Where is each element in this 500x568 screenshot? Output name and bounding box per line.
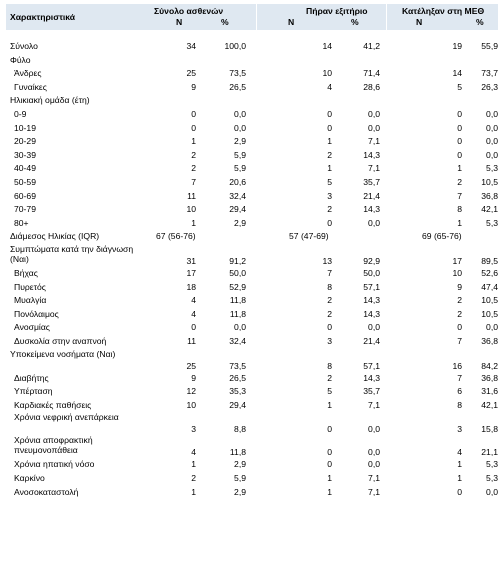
table-row: [6, 67, 498, 81]
percent-cell: 21,4: [363, 190, 380, 201]
table-row: [6, 321, 498, 335]
count-cell: 7: [457, 190, 462, 201]
row-label: 30-39: [14, 149, 36, 160]
count-cell: 0: [457, 109, 462, 119]
percent-cell: 5,9: [234, 163, 246, 174]
row-label: Πυρετός: [14, 281, 46, 292]
table-row: [6, 244, 498, 267]
count-cell: 2: [457, 177, 462, 187]
row-label: Άνδρες: [14, 68, 42, 79]
count-cell: 19: [452, 41, 462, 51]
percent-cell: 47,4: [481, 281, 498, 292]
row-label: 20-29: [14, 136, 36, 147]
percent-cell: 2,9: [234, 136, 246, 147]
table-row: [6, 149, 498, 163]
count-cell: 8: [327, 281, 332, 292]
percent-cell: 0,0: [368, 122, 380, 133]
table-body: [6, 30, 498, 499]
header-n-discharged: N: [288, 17, 295, 27]
percent-cell: 73,7: [481, 68, 498, 79]
count-cell: 1: [457, 217, 462, 228]
count-cell: 2: [191, 149, 196, 160]
count-cell: 10: [322, 68, 332, 79]
percent-cell: 0,0: [368, 217, 380, 228]
percent-cell: 15,8: [481, 424, 498, 435]
row-label: 50-59: [14, 177, 36, 187]
header-pct-total: %: [221, 17, 229, 27]
row-label: 0-9: [14, 109, 27, 119]
table-row: [6, 267, 498, 281]
count-cell: 10: [452, 268, 462, 278]
count-cell: 31: [186, 256, 196, 266]
percent-cell: 57,1: [363, 360, 380, 371]
table-row: [6, 335, 498, 349]
count-cell: 1: [191, 486, 196, 497]
percent-cell: 41,2: [363, 41, 380, 51]
count-cell: 1: [457, 473, 462, 483]
percent-cell: 35,7: [363, 177, 380, 187]
percent-cell: 73,5: [229, 360, 246, 371]
table-row: [6, 230, 498, 244]
table-row: [6, 203, 498, 217]
row-label: Φύλο: [10, 54, 31, 65]
header-characteristics: Χαρακτηριστικά: [10, 12, 76, 22]
count-cell: 0: [327, 424, 332, 435]
percent-cell: 57,1: [363, 281, 380, 292]
percent-cell: 36,8: [481, 336, 498, 346]
percent-cell: 5,9: [234, 473, 246, 483]
count-cell: 3: [191, 424, 196, 435]
count-cell: 9: [191, 372, 196, 383]
count-cell: 4: [191, 447, 196, 458]
table-row: [6, 54, 498, 68]
row-label: 40-49: [14, 163, 36, 174]
count-cell: 0: [457, 122, 462, 133]
count-cell: 5: [457, 81, 462, 92]
count-cell: 11: [187, 190, 196, 201]
iqr-cell: 57 (47-69): [289, 231, 329, 242]
count-cell: 0: [457, 486, 462, 497]
percent-cell: 50,0: [363, 268, 380, 278]
count-cell: 2: [327, 308, 332, 319]
percent-cell: 35,3: [229, 386, 246, 397]
percent-cell: 36,8: [481, 372, 498, 383]
percent-cell: 100,0: [224, 41, 246, 51]
table-row: [6, 81, 498, 95]
count-cell: 7: [457, 336, 462, 346]
percent-cell: 0,0: [368, 459, 380, 470]
percent-cell: 11,8: [229, 295, 246, 306]
percent-cell: 29,4: [229, 204, 246, 215]
count-cell: 7: [191, 177, 196, 187]
percent-cell: 55,9: [481, 41, 498, 51]
row-label: Χρόνια αποφρακτική πνευμονοπάθεια: [14, 435, 93, 456]
percent-cell: 10,5: [481, 308, 498, 319]
percent-cell: 2,9: [234, 459, 246, 470]
percent-cell: 14,3: [363, 295, 380, 306]
count-cell: 1: [191, 459, 196, 470]
percent-cell: 10,5: [481, 295, 498, 306]
row-label: Ηλικιακή ομάδα (έτη): [10, 95, 90, 106]
percent-cell: 0,0: [486, 122, 498, 133]
count-cell: 3: [327, 190, 332, 201]
percent-cell: 42,1: [481, 399, 498, 410]
percent-cell: 26,5: [229, 81, 246, 92]
percent-cell: 26,3: [481, 81, 498, 92]
table-row: [6, 122, 498, 136]
count-cell: 3: [327, 336, 332, 346]
percent-cell: 0,0: [234, 122, 246, 133]
count-cell: 2: [457, 308, 462, 319]
count-cell: 10: [186, 399, 196, 410]
header-pct-discharged: %: [351, 17, 359, 27]
header-group-total: Σύνολο ασθενών: [154, 6, 224, 16]
count-cell: 2: [191, 163, 196, 174]
table-row: [6, 412, 498, 435]
count-cell: 34: [186, 41, 196, 51]
count-cell: 7: [457, 372, 462, 383]
count-cell: 25: [186, 68, 196, 79]
count-cell: 18: [186, 281, 196, 292]
row-label: Χρόνια νεφρική ανεπάρκεια: [14, 412, 119, 423]
count-cell: 14: [452, 68, 462, 79]
count-cell: 0: [327, 109, 332, 119]
count-cell: 0: [327, 459, 332, 470]
count-cell: 1: [327, 473, 332, 483]
count-cell: 0: [457, 136, 462, 147]
percent-cell: 7,1: [368, 163, 380, 174]
count-cell: 2: [457, 295, 462, 306]
percent-cell: 5,3: [486, 473, 498, 483]
row-label: Καρδιακές παθήσεις: [14, 399, 92, 410]
count-cell: 2: [327, 295, 332, 306]
percent-cell: 0,0: [486, 322, 498, 333]
percent-cell: 52,9: [229, 281, 246, 292]
count-cell: 4: [191, 295, 196, 306]
count-cell: 0: [327, 122, 332, 133]
percent-cell: 7,1: [368, 473, 380, 483]
table-row: [6, 217, 498, 231]
patients-characteristics-table: [6, 4, 498, 499]
header-divider: [256, 4, 257, 30]
row-label: Καρκίνο: [14, 473, 45, 483]
count-cell: 6: [457, 386, 462, 397]
percent-cell: 73,5: [229, 68, 246, 79]
count-cell: 1: [457, 163, 462, 174]
percent-cell: 21,4: [363, 336, 380, 346]
percent-cell: 0,0: [486, 149, 498, 160]
percent-cell: 0,0: [234, 109, 246, 119]
table-row: [6, 435, 498, 458]
count-cell: 9: [191, 81, 196, 92]
row-label: Ανοσοκαταστολή: [14, 486, 79, 497]
count-cell: 3: [457, 424, 462, 435]
table-row: [6, 472, 498, 486]
table-row: [6, 372, 498, 386]
count-cell: 17: [452, 256, 462, 266]
table-row: [6, 135, 498, 149]
percent-cell: 20,6: [229, 177, 246, 187]
percent-cell: 14,3: [363, 204, 380, 215]
count-cell: 5: [327, 386, 332, 397]
percent-cell: 28,6: [363, 81, 380, 92]
header-pct-icu: %: [476, 17, 484, 27]
count-cell: 12: [186, 386, 196, 397]
table-row: [6, 40, 498, 54]
percent-cell: 0,0: [368, 109, 380, 119]
percent-cell: 21,1: [481, 447, 498, 458]
row-label: 60-69: [14, 190, 36, 201]
count-cell: 1: [191, 136, 196, 147]
count-cell: 0: [327, 447, 332, 458]
count-cell: 16: [452, 360, 462, 371]
count-cell: 8: [457, 399, 462, 410]
count-cell: 5: [327, 177, 332, 187]
count-cell: 8: [327, 360, 332, 371]
count-cell: 4: [191, 308, 196, 319]
percent-cell: 92,9: [363, 256, 380, 266]
row-label: Βήχας: [14, 268, 38, 278]
count-cell: 1: [327, 486, 332, 497]
percent-cell: 2,9: [234, 486, 246, 497]
count-cell: 0: [191, 122, 196, 133]
percent-cell: 0,0: [486, 109, 498, 119]
percent-cell: 50,0: [229, 268, 246, 278]
row-label: Πονόλαιμος: [14, 308, 59, 319]
table-row: [6, 108, 498, 122]
table-row: [6, 176, 498, 190]
row-label: 80+: [14, 217, 29, 228]
percent-cell: 5,3: [486, 217, 498, 228]
row-label: Υπέρταση: [14, 386, 53, 397]
percent-cell: 5,3: [486, 163, 498, 174]
row-label: 70-79: [14, 204, 36, 215]
count-cell: 17: [186, 268, 196, 278]
percent-cell: 0,0: [486, 136, 498, 147]
table-row: [6, 294, 498, 308]
percent-cell: 52,6: [481, 268, 498, 278]
percent-cell: 32,4: [229, 190, 246, 201]
iqr-cell: 67 (56-76): [156, 231, 196, 242]
count-cell: 4: [327, 81, 332, 92]
row-label: Σύνολο: [10, 41, 38, 51]
percent-cell: 89,5: [481, 256, 498, 266]
row-label: Συμπτώματα κατά την διάγνωση (Ναι): [10, 244, 134, 264]
count-cell: 0: [327, 217, 332, 228]
count-cell: 4: [457, 447, 462, 458]
count-cell: 2: [191, 473, 196, 483]
percent-cell: 71,4: [363, 68, 380, 79]
count-cell: 2: [327, 372, 332, 383]
percent-cell: 0,0: [486, 486, 498, 497]
header-group-discharged: Πήραν εξιτήριο: [306, 6, 368, 16]
count-cell: 1: [457, 459, 462, 470]
table-row: [6, 281, 498, 295]
percent-cell: 29,4: [229, 399, 246, 410]
count-cell: 0: [191, 109, 196, 119]
count-cell: 2: [327, 204, 332, 215]
count-cell: 11: [187, 336, 196, 346]
count-cell: 9: [457, 281, 462, 292]
count-cell: 0: [457, 149, 462, 160]
table-row: [6, 458, 498, 472]
percent-cell: 0,0: [368, 447, 380, 458]
table-header: [6, 4, 498, 30]
percent-cell: 0,0: [234, 322, 246, 333]
row-label: Χρόνια ηπατική νόσο: [14, 459, 95, 470]
header-divider: [386, 4, 387, 30]
count-cell: 13: [322, 256, 332, 266]
percent-cell: 11,8: [229, 308, 246, 319]
table-row: [6, 94, 498, 108]
percent-cell: 5,9: [234, 149, 246, 160]
table-row: [6, 486, 498, 500]
percent-cell: 35,7: [363, 386, 380, 397]
header-group-icu: Κατέληξαν στη ΜΕΘ: [402, 6, 485, 16]
table-row: [6, 399, 498, 413]
table-row: [6, 385, 498, 399]
percent-cell: 14,3: [363, 308, 380, 319]
count-cell: 7: [327, 268, 332, 278]
percent-cell: 14,3: [363, 372, 380, 383]
percent-cell: 91,2: [229, 256, 246, 266]
table-row: [6, 308, 498, 322]
row-label: Γυναίκες: [14, 81, 47, 92]
iqr-cell: 69 (65-76): [422, 231, 462, 242]
row-label: Μυαλγία: [14, 295, 47, 306]
percent-cell: 10,5: [481, 177, 498, 187]
percent-cell: 36,8: [481, 190, 498, 201]
percent-cell: 14,3: [363, 149, 380, 160]
count-cell: 25: [186, 360, 196, 371]
count-cell: 1: [327, 136, 332, 147]
percent-cell: 26,5: [229, 372, 246, 383]
row-label: 10-19: [14, 122, 36, 133]
percent-cell: 7,1: [368, 399, 380, 410]
row-label: Διάμεσος Ηλικίας (IQR): [10, 231, 100, 242]
percent-cell: 8,8: [234, 424, 246, 435]
header-n-icu: N: [416, 17, 423, 27]
count-cell: 1: [191, 217, 196, 228]
header-n-total: N: [176, 17, 183, 27]
percent-cell: 0,0: [368, 424, 380, 435]
percent-cell: 42,1: [481, 204, 498, 215]
percent-cell: 0,0: [368, 322, 380, 333]
percent-cell: 84,2: [481, 360, 498, 371]
row-label: Υποκείμενα νοσήματα (Ναι): [10, 348, 116, 359]
percent-cell: 2,9: [234, 217, 246, 228]
table-row: [6, 349, 498, 372]
table-row: [6, 190, 498, 204]
count-cell: 10: [186, 204, 196, 215]
table-row: [6, 162, 498, 176]
count-cell: 2: [327, 149, 332, 160]
count-cell: 0: [327, 322, 332, 333]
row-label: Διαβήτης: [14, 372, 49, 383]
percent-cell: 5,3: [486, 459, 498, 470]
percent-cell: 32,4: [229, 336, 246, 346]
percent-cell: 11,8: [229, 447, 246, 458]
row-label: Δυσκολία στην αναπνοή: [14, 336, 107, 346]
count-cell: 0: [457, 322, 462, 333]
count-cell: 0: [191, 322, 196, 333]
count-cell: 14: [322, 41, 332, 51]
count-cell: 8: [457, 204, 462, 215]
percent-cell: 7,1: [368, 486, 380, 497]
count-cell: 1: [327, 163, 332, 174]
percent-cell: 7,1: [368, 136, 380, 147]
row-label: Ανοσμίας: [14, 322, 50, 333]
percent-cell: 31,6: [481, 386, 498, 397]
count-cell: 1: [327, 399, 332, 410]
